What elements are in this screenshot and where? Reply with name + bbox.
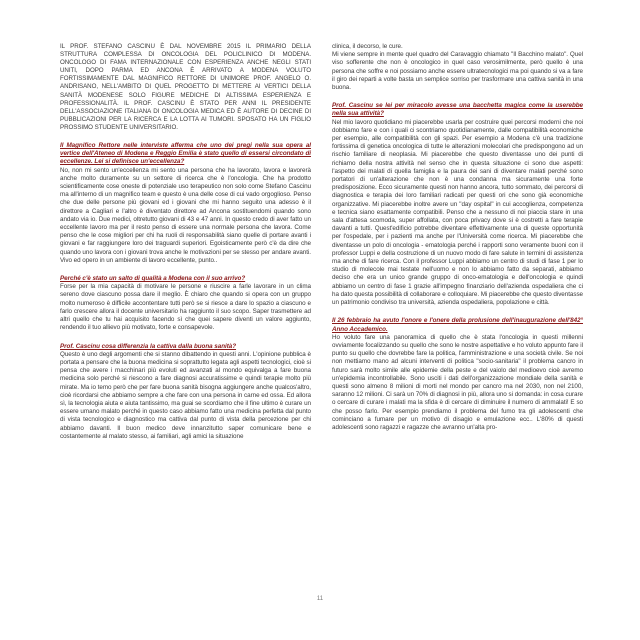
- answer-2: Forse per la mia capacità di motivare le persone e riuscire a farle lavorare in un clima sereno dove ciascuno possa dare il meglio. È chiaro che quando si opera con un gruppo molto numeroso è difficile accontentare tutti però se si riesce a dare lo spazio a ciascuno e farlo crescere allora il docente universitario ha raggiunto il suo scopo. Saper trasmettere ad altri quello che tu hai acquisito facendo sì che quei sapere diventi un valore aggiunto, rendendo il tuo allievo più motivato, forte e consapevole.: [60, 283, 311, 332]
- intro-paragraph: IL PROF. STEFANO CASCINU È DAL NOVEMBRE 2015 IL PRIMARIO DELLA STRUTTURA COMPLESSA DI ONCOLOGIA DEL POLICLINICO DI MODENA. ONCOLOGO DI FAMA INTERNAZIONALE CON ESPERIENZA ANCHE NEGLI STATI UNITI, DOPO PARMA ED ANCONA È ARRIVATO A MODENA VOLUTO FORTISSIMAMENTE DAL MAGNIFICO RETTORE DI UNIMORE PROF. ANGELO O. ANDRISANO, NELL'AMBITO DI QUEL PROGETTO DI METTERE AI VERTICI DELLA SANITÀ MODENESE SOLO FIGURE MEDICHE DI ALTISSIMA ESPERIENZA E PROFESSIONALITÀ. IL PROF. CASCINU È STATO PER ANNI IL PRESIDENTE DELL'ASSOCIAZIONE ITALIANA DI ONCOLOGIA MEDICA ED È AUTORE DI DECINE DI PUBBLICAZIONI PER LA RICERCA E LA LOTTA AI TUMORI. SPOSATO HA UN FIGLIO PROSSIMO STUDENTE UNIVERSITARIO.: [60, 43, 311, 131]
- question-3: Prof. Cascinu cosa differenzia la cattiva dalla buona sanità?: [60, 342, 237, 350]
- right-column: [332, 43, 583, 432]
- left-column: [60, 43, 311, 441]
- answer-5: Ho voluto fare una panoramica di quello che è stata l'oncologia in questi millenni ovviamente focalizzando su quello che sono le nostre aspettative e ho voluto appunto fare il punto su quello che dovrebbe fare la politica, l'amministrazione e una società civile. Se noi non mettiamo mano ad alcuni interventi di politica "socio-sanitaria" il problema cancro in futuro sarà molto simile alle epidemie della peste e del vaiolo del medioevo cioè avremo un'epidemia incontrollabile. Sono usciti i dati dell'organizzazione mondiale della sanità e questi sono almeno 8 milioni di morti nel mondo per cancro ma nel 2030, non nel 2100, saranno 12 milioni. Ci sarà un 70% di diagnosi in più, allora uno si domanda: in cosa curare o cercare di curare i malati ma la sfida è di cercare di diminuire il numero di ammalati! E so che posso farlo. Per esempio prendiamo il problema del fumo tra gli adolescenti che cominciano a fumare per un motivo di disagio e emulazione ecc.. L'80% di questi adolescenti sono ragazzi e ragazze che avranno un'alta pro-: [332, 333, 583, 431]
- page-number: 11: [316, 596, 324, 602]
- article-page: [60, 43, 583, 603]
- answer-1: No, non mi sento un'eccellenza mi sento una persona che ha lavorato, lavora e lavorerà anche molto duramente su un settore di ricerca che è l'oncologia. Che ha prodotto scientificamente cose oneste di potenziale uso terapeutico non solo come Stefano Cascinu ma all'interno di un magnifico team e questo è una delle cose di cui vado orgoglioso. Penso che due delle persone più giovani ed i giovani che mi hanno seguito una adesso è il direttore a Cagliari e l'altro è diventato direttore ad Ancona sostituendomi quando sono andato via io. Due medici, oltretutto giovani di 43 e 47 anni. In questo credo di aver fatto un eccellente lavoro ma per il resto penso di essere una normale persona che lavora. Come penso che le cose migliori per chi ha ruoli di responsabilità siano quelle di portare avanti i giovani e far raggiungere loro dei traguardi superiori. Egoisticamente però c'è da dire che quando uno lavora con i giovani trova anche le motivazioni per se stesso per andare avanti. Vivo ed opero in un ambiente di lavoro eccellente, punto..: [60, 166, 311, 264]
- answer-3-continued: clinica, il decorso, le cure. Mi viene sempre in mente quel quadro del Caravaggio chiamato "Il Bacchino malato". Quel viso sofferente che non è oncologico in quel caso verosimilmente, però quello è una persona che soffre e noi possiamo anche essere ultratecnologici ma poi quando si va a fare il giro dei reparti a volte basta un semplice sorriso per trasformare una cattiva sanità in una buona.: [332, 43, 583, 92]
- answer-3: Questo è uno degli argomenti che si stanno dibattendo in questi anni. L'opinione pubblica è portata a pensare che la buona medicina si soprattutto legata agli aspetti tecnologici, cioè si pensa che avere i macchinari più evoluti ed avanzati al mondo equivalga a fare buona medicina solo perché si riescono a fare diagnosi accuratissime e quindi terapie molto più mirate. Ma io temo però che per fare buona sanità bisogna aggiungere anche qualcos'altro, cioè ricordarsi che abbiamo sempre a che fare con una persona in carne ed ossa. Ed allora sì, la tecnologia aiuta e aiuta tantissimo, ma guai se scordiamo che il fine ultimo è curare un essere umano malato perché in questo caso abbiamo fatto una medicina perfetta dal punto di vista tecnologico e diagnostico ma cattiva dal punto di vista della percezione per chi abbiamo davanti. Il buon medico deve innanzitutto saper comunicare bene e costantemente al malato stesso, ai familiari, agli amici la situazione: [60, 350, 311, 440]
- question-5: Il 26 febbraio ha avuto l'onore e l'onere della prolusione dell'inaugurazione dell'842° Anno Accademico.: [332, 317, 583, 333]
- question-1: Il Magnifico Rettore nelle interviste afferma che uno dei pregi nella sua opera al vertice dell'Ateneo di Modena e Reggio Emilia è stato quello di essersi circondato di eccellenze. Lei si definisce un'eccellenza?: [60, 142, 311, 166]
- answer-4: Nel mio lavoro quotidiano mi piacerebbe usarla per costruire quei percorsi moderni che noi dobbiamo fare e con i quali ci scontriamo quotidianamente, dalle compatibilità economiche per esempio, alle compatibilità con gli spazi. Per esempio a Modena c'è una tradizione fortissima di genetica oncologica di tutte le alterazioni molecolari che predispongono ad un rischio familiare di neoplasia. Mi piacerebbe che questo diventasse uno dei punti di richiamo della nostra attività nel senso che in questa situazione ci sono due aspetti: l'aspetto dei malati di quella famiglia e la paura dei sani di diventare malati perché sono portatori di un'alterazione che non è una condanna ma sicuramente una forte predisposizione. Ecco sicuramente questi non hanno ancora, tutto sommato, dei percorsi di diagnostica e terapia dei loro familiari radicati per questi ori che sono già economiche organizzative. Mi piacerebbe inoltre avere un "day ospital" in cui accoglienza, competenza e tecnica siano esattamente compatibili. Penso che a nessuno di noi piaccia stare in una sala d'attesa scomoda, super affollata, con poca privacy dove si è costretti a fare terapie davanti a tutti. Quest'edificio potrebbe diventare effettivamente una di queste opportunità per l'ospedale, per i pazienti ma anche per l'Università come ricerca. Mi piacerebbe che diventasse un polo di oncologia - ematologia perché i rapporti sono veramente buoni con il professor Luppi e della costruzione di un nuovo modo di fare salute in termini di assistenza ma anche di fare ricerca. Con il professor Luppi abbiamo un centro di studi di fase 1 per lo studio di molecole mai testate nell'uomo e non lo abbiamo fatto da separati, abbiamo deciso che era un unico grande gruppo di onco-ematologia e dell'oncologia e quindi abbiamo un centro di fase 1 grazie all'impegno finanziario dell'azienda ospedaliera che ci ha dato questa possibilità di collaborare e colloquiare. Mi piacerebbe che questo diventasse un patrimonio condiviso tra università, azienda ospedaliera, popolazione e città.: [332, 118, 583, 307]
- question-4: Prof. Cascinu se lei per miracolo avesse una bacchetta magica come la userebbe nella sua attività?: [332, 102, 583, 118]
- question-2: Perché c'è stato un salto di qualità a Modena con il suo arrivo?: [60, 275, 246, 283]
